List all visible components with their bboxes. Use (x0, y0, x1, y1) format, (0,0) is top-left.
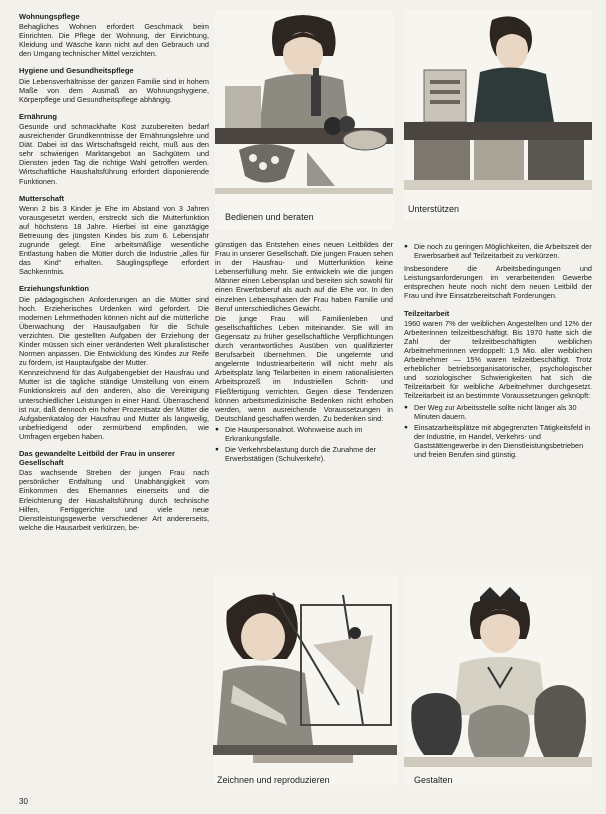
body-paragraph: Insbesondere die Arbeitsbedingungen und Leistungsanforderungen im verarbeitenden Gewerbe entsprechen heute noch nicht dem neuen Leitbild der Frau und ihre Einsatzbereitschaft Forderungen. (404, 264, 592, 301)
figure-caption: Bedienen und beraten (225, 212, 314, 222)
bullet-list (404, 403, 592, 460)
section-erziehungsfunktion (19, 284, 209, 441)
figure-unterstuetzen (404, 10, 592, 220)
section-paragraph: Das wachsende Streben der jungen Frau nach persönlicher Entfaltung und Unabhängigkeit vom Einkommen des Ehemannes einerseits und die Erleichterung der Haushaltsführung durch technische Hilfen, Fertiggerichte und viele neue Dienstleistungsgewerbe verschiedener Art andererseits, welche die Hausarbeit verkürzen, be- (19, 468, 209, 532)
section-heading: Erziehungsfunktion (19, 284, 89, 294)
woman-serving-food-illustration (215, 10, 393, 230)
section-paragraph: Die pädagogischen Anforderungen an die Mütter sind hoch. Erzieherisches Urdenken wird gefordert. Die modernen Lehrmethoden können nicht auf die mütterliche Überwachung der Hausaufgaben für die Schule verzichten. Die gestellten Aufgaben der Erziehung der Kinder müssen sich einer veränderten Welt pluralistischer Normen anpassen. Die Entwicklung des Kindes zur Reife zu fördern, ist Hauptaufgabe der Mutter. (19, 294, 209, 368)
section-heading: Ernährung (19, 111, 57, 121)
bullet-list (404, 242, 592, 260)
list-item: ● Der Weg zur Arbeitsstelle sollte nicht länger als 30 Minuten dauern. (404, 403, 592, 421)
right-text-column (404, 240, 592, 463)
list-item: ● Die noch zu geringen Möglichkeiten, die Arbeitszeit der Erwerbsarbeit auf Teilzeitarbeit zu verkürzen. (404, 242, 592, 260)
section-heading: Das gewandelte Leitbild der Frau in unserer Gesellschaft (19, 449, 175, 468)
section-ernaehrung (19, 112, 209, 186)
middle-text-column (215, 240, 393, 467)
woman-helping-illustration (404, 10, 592, 220)
left-text-column (19, 12, 209, 540)
figure-caption: Gestalten (414, 775, 453, 785)
list-item: ● Die Hauspersonalnot. Wohnweise auch im Erkrankungsfalle. (215, 425, 393, 443)
woman-drawing-illustration (213, 575, 397, 785)
body-paragraph: 1960 waren 7% der weiblichen Angestellten und 12% der Arbeiterinnen teilzeitbeschäftigt. Bis 1970 hatte sich die Zahl der teilzeitbeschäftigten weiblichen Arbeitnehmerinnen verdoppelt: 1,5 Mio. aller weiblichen Arbeitnehmer — 15% waren teilzeitbeschäftigt. Trotz erheblicher betriebsorganisatorischer, psychologischer und soziologischer Schwierigkeiten hat sich die Teilzeitarbeit für weibliche Arbeitnehmer durchgesetzt. Teilzeitarbeit ist an bestimmte Voraussetzungen geknüpft: (404, 318, 592, 401)
figure-zeichnen (213, 575, 397, 785)
section-leitbild (19, 449, 209, 532)
bullet-list (215, 425, 393, 463)
figure-caption: Zeichnen und reproduzieren (217, 775, 330, 785)
section-paragraph: Gesunde und schmackhafte Kost zuzubereiten bedarf ausreichender Grundkenntnisse der Ernährungslehre und Diät. Dabei ist das Wirtschaftsgeld reicht, muß aus den sehr schwierigen Marktangebot an Sachgütern und Diensten jeden Tag die richtige Wahl getroffen werden. Wirtschaftliche Haushaltsführung erfordert disponierende Funktionen. (19, 121, 209, 186)
body-paragraph: günstigen das Entstehen eines neuen Leitbildes der Frau in unserer Gesellschaft. Die jungen Frauen sehen in der Hausfrau- und Mutterfunktion keine Lebenserfüllung mehr. Sie entwickeln wie die jungen Männer einen Lebensplan und bereiten sich sowohl für einen Erwerbsberuf als auch auf die Ehe vor. In den einzelnen Lebensphasen der Frau haben Familie und Beruf unterschiedliches Gewicht. (215, 240, 393, 313)
section-paragraph: Kennzeichnend für das Aufgabengebiet der Hausfrau und Mutter ist die tägliche ständige Umstellung von einem Funktionskreis auf den anderen, also die Vereinigung unterschiedlicher Leistungen in einer Hand. Überraschend ist nur, daß dennoch ein hoher Prozentsatz der Mütter die Aufgabenkatalog der Hausfrau und Mutter als langweilig, unbefriedigend oder zermürbend empfinden, wie Umfragen ergeben haben. (19, 368, 209, 441)
woman-designing-vases-illustration (404, 575, 592, 785)
section-wohnungspflege (19, 12, 209, 58)
section-heading: Teilzeitarbeit (404, 308, 450, 318)
page-number: 30 (19, 797, 28, 806)
section-paragraph: Behagliches Wohnen erfordert Geschmack beim Einrichten. Die Pflege der Wohnung, der Einrichtung, Kleidung und Wäsche kann nicht auf den Gebrauch und den Umgang technischer Mittel verzichten. (19, 22, 209, 59)
figure-gestalten (404, 575, 592, 785)
section-paragraph: Wenn 2 bis 3 Kinder je Ehe im Abstand von 3 Jahren vorausgesetzt werden, erstreckt sich die Mutterfunktion auf höchstens 18 Jahre. Hierbei ist eine ganztägige Betreuung des jüngsten Kindes bis zum 6. Lebensjahr zugrunde gelegt. Eine arbeitsmäßige wesentliche Entlastung haben die Mütter durch die Industrie „alles für das Kind“ erhalten. Säuglingspflege erfordert Sachkenntnis. (19, 203, 209, 277)
body-paragraph: Die junge Frau will Familienleben und gesellschaftliches Leben miteinander. Sie will im Gegensatz zu früher gesellschaftliche Verpflichtungen durch verantwortliches Ausüben von qualifizierter Berufsarbeit übernehmen. Die ungelernte und angelernte Industriearbeiterin will nicht mehr als Arbeitsplatz lang Teilarbeiten in einem rationalisierten Arbeitsprozeß im Industriellen Schritt- und Fließfertigung verrichten. Gegen diese Tendenzen können arbeitsmedizinische Bedenken nicht erhoben werden, wenn ausreichende Voraussetzungen in Deutschland geschaffen werden. Zu bedenken sind: (215, 313, 393, 423)
list-item: ● Die Verkehrsbelastung durch die Zunahme der Erwerbstätigen (Schulverkehr). (215, 445, 393, 463)
section-paragraph: Die Lebensverhältnisse der ganzen Familie sind in hohem Maße von dem Ausmaß an Wohnungshygiene, Körperpflege und Gesundheitspflege abhängig. (19, 76, 209, 104)
figure-bedienen (215, 10, 393, 230)
section-hygiene (19, 66, 209, 103)
figure-caption: Unterstützen (408, 204, 460, 214)
section-heading: Hygiene und Gesundheitspflege (19, 66, 134, 76)
list-item: ● Einsatzarbeitsplätze mit abgegrenzten Tätigkeitsfeld in der Industrie, im Handel, Verkehrs- und Gaststättengewerbe in den Dienstleistungsbetrieben und freien Berufen sind günstig. (404, 423, 592, 459)
section-heading: Wohnungspflege (19, 12, 80, 21)
section-mutterschaft (19, 194, 209, 277)
section-heading: Mutterschaft (19, 193, 65, 203)
